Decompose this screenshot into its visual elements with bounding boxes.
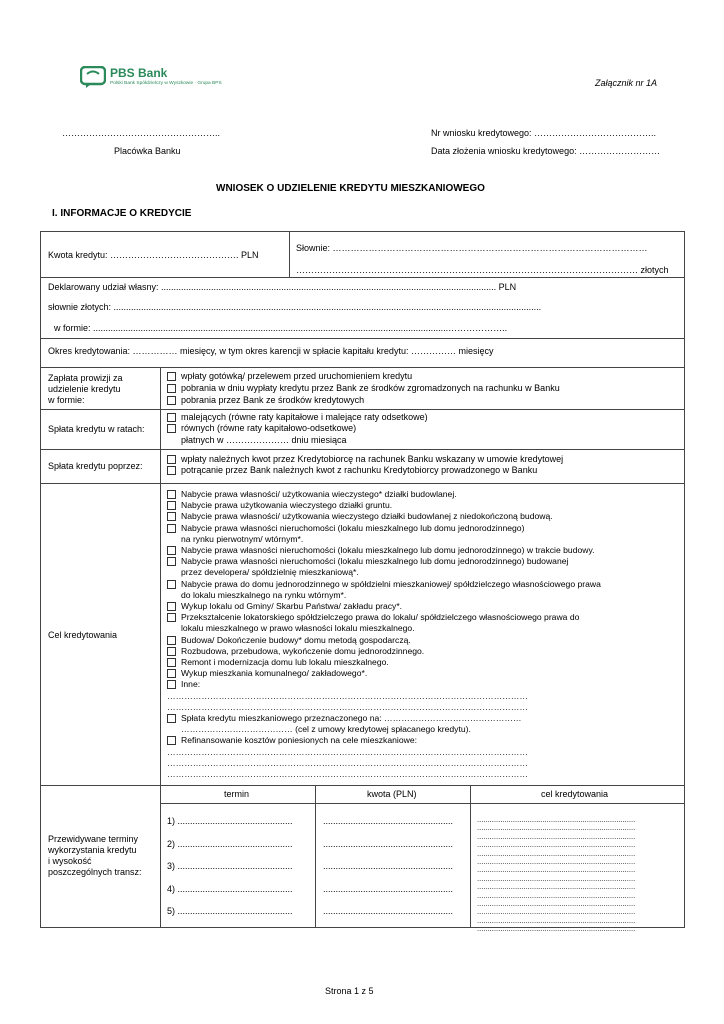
purpose-line[interactable]: ………………………………… (cel z umowy kredytowej spłacanego kredytu).: [181, 724, 471, 735]
purpose-line[interactable]: lokalu mieszkalnego w prawo własności lokalu mieszkalnego.: [181, 623, 415, 634]
tranche-purpose-field[interactable]: ...........................................................................: [477, 815, 636, 824]
purpose-option: Wykup lokalu od Gminy/ Skarbu Państwa/ zakładu pracy*.: [181, 601, 403, 611]
tranche-header-amount: kwota (PLN): [367, 789, 417, 799]
installments-decreasing: malejących (równe raty kapitałowe i malejące raty odsetkowe): [181, 412, 428, 422]
tranche-term-field[interactable]: 4) ..............................................: [167, 883, 293, 894]
commission-option-3-checkbox[interactable]: [167, 396, 176, 405]
installments-payable-day[interactable]: płatnych w ………………… dniu miesiąca: [181, 435, 347, 445]
purpose-checkbox[interactable]: [167, 736, 176, 745]
commission-option-3: pobrania przez Bank ze środków kredytowych: [181, 395, 365, 405]
tranche-term-field[interactable]: 5) ..............................................: [167, 906, 293, 916]
purpose-option: Nabycie prawa do domu jednorodzinnego w spółdzielni mieszkaniowej/ spółdzielczego własnościowego prawa: [181, 578, 601, 589]
tranche-term-field[interactable]: 1) ..............................................: [167, 816, 293, 826]
page-number: Strona 1 z 5: [325, 986, 374, 996]
commission-label-3: w formie:: [48, 395, 85, 405]
purpose-checkbox[interactable]: [167, 490, 176, 499]
tranche-purpose-field[interactable]: ...........................................................................: [477, 882, 636, 892]
purpose-option: Spłata kredytu mieszkaniowego przeznaczonego na: …………………………………………: [181, 713, 522, 723]
tranche-purpose-field[interactable]: ...........................................................................: [477, 915, 636, 925]
tranche-purpose-field[interactable]: ...........................................................................: [477, 840, 636, 850]
tranches-label-4: poszczególnych transz:: [48, 867, 142, 877]
tranches-label-1: Przewidywane terminy: [48, 834, 139, 844]
amount-words-line2[interactable]: …………………………………………………………………………………………………… złotych: [296, 265, 669, 275]
purpose-option: Nabycie prawa własności/ użytkowania wieczystego działki budowlanej z niedokończoną budową.: [181, 511, 553, 522]
tranche-term-field[interactable]: 3) ..............................................: [167, 861, 293, 871]
purpose-checkbox[interactable]: [167, 512, 176, 521]
purpose-line[interactable]: ………………………………………………………………………………………………………………: [167, 757, 528, 768]
branch-label: Placówka Banku: [114, 146, 181, 156]
purpose-line[interactable]: przez developera/ spółdzielnię mieszkaniową*.: [181, 567, 359, 578]
credit-period-field[interactable]: Okres kredytowania: …………… miesięcy, w tym okres karencji w spłacie kapitału kredytu: …………… miesięcy: [48, 346, 494, 356]
purpose-option: Nabycie prawa własności/ użytkowania wieczystego* działki budowlanej.: [181, 489, 457, 499]
repayment-option-2: potrącanie przez Bank należnych kwot z rachunku Kredytobiorcy prowadzonego w Banku: [181, 465, 538, 475]
tranche-purpose-field[interactable]: ...........................................................................: [477, 907, 636, 917]
document-title: WNIOSEK O UDZIELENIE KREDYTU MIESZKANIOWEGO: [216, 183, 485, 194]
tranches-label-3: i wysokość: [48, 856, 92, 866]
purpose-checkbox[interactable]: [167, 714, 176, 723]
purpose-option: Refinansowanie kosztów poniesionych na cele mieszkaniowe:: [181, 735, 417, 746]
logo-name: PBS Bank: [110, 66, 168, 80]
own-contribution-form[interactable]: w formie: ..............................................................................................................................................………………..: [54, 323, 508, 333]
installments-label: Spłata kredytu w ratach:: [48, 424, 145, 434]
logo-subtitle: Polski Bank Spółdzielczy w Wyszkowie · Grupa BPS: [110, 81, 222, 86]
tranche-amount-field[interactable]: ....................................................: [323, 838, 454, 849]
tranche-purpose-field[interactable]: ...........................................................................: [477, 890, 636, 900]
repayment-option-2-checkbox[interactable]: [167, 466, 176, 475]
installments-decreasing-checkbox[interactable]: [167, 413, 176, 422]
commission-option-2: pobrania w dniu wypłaty kredytu przez Bank ze środków zgromadzonych na rachunku w Banku: [181, 383, 560, 393]
application-date: Data złożenia wniosku kredytowego: ………………………: [431, 146, 661, 156]
purpose-checkbox[interactable]: [167, 580, 176, 589]
tranche-purpose-field[interactable]: ...........................................................................: [477, 823, 636, 833]
purpose-checkbox[interactable]: [167, 647, 176, 656]
purpose-option: Nabycie prawa własności nieruchomości (lokalu mieszkalnego lub domu jednorodzinnego) w trakcie budowy.: [181, 545, 595, 555]
tranche-header-term: termin: [224, 789, 250, 799]
tranches-label-2: wykorzystania kredytu: [48, 845, 137, 855]
purpose-checkbox[interactable]: [167, 557, 176, 566]
purpose-option: Nabycie prawa własności nieruchomości (lokalu mieszkalnego lub domu jednorodzinnego): [181, 522, 525, 533]
pbs-logo-icon: [80, 66, 106, 88]
tranche-purpose-field[interactable]: ...........................................................................: [477, 873, 636, 883]
amount-words-field[interactable]: Słownie: ……………………………………………………………………………………………: [296, 243, 648, 253]
purpose-line[interactable]: ………………………………………………………………………………………………………………: [167, 746, 528, 757]
purpose-label: Cel kredytowania: [48, 630, 118, 640]
purpose-option: Nabycie prawa własności nieruchomości (lokalu mieszkalnego lub domu jednorodzinnego) budowanej: [181, 556, 569, 567]
tranche-purpose-field[interactable]: ...........................................................................: [477, 924, 636, 934]
repayment-label: Spłata kredytu poprzez:: [48, 461, 143, 471]
purpose-line[interactable]: ………………………………………………………………………………………………………………: [167, 690, 528, 701]
commission-label-2: udzielenie kredytu: [48, 384, 121, 394]
repayment-option-1: wpłaty należnych kwot przez Kredytobiorcę na rachunek Banku wskazany w umowie kredytowej: [181, 454, 564, 464]
purpose-checkbox[interactable]: [167, 602, 176, 611]
commission-option-1: wpłaty gotówką/ przelewem przed uruchomieniem kredytu: [181, 371, 413, 381]
amount-field[interactable]: Kwota kredytu: ……………………………………. PLN: [48, 250, 259, 260]
installments-equal: równych (równe raty kapitałowo-odsetkowe): [181, 423, 357, 433]
own-contribution-words[interactable]: słownie złotych: ...........................................................................................................................................................................: [48, 302, 542, 312]
tranche-term-field[interactable]: 2) ..............................................: [167, 838, 293, 849]
tranche-amount-field[interactable]: ....................................................: [323, 906, 454, 916]
tranche-amount-field[interactable]: ....................................................: [323, 861, 454, 871]
purpose-option: Przekształcenie lokatorskiego spółdzielczego prawa do lokalu/ spółdzielczego własnościowego prawa do: [181, 612, 580, 623]
own-contribution-field[interactable]: Deklarowany udział własny: ...................................................................................................................................... PLN: [48, 282, 517, 292]
tranche-header-purpose: cel kredytowania: [541, 789, 609, 799]
tranche-purpose-field[interactable]: ...........................................................................: [477, 899, 636, 908]
purpose-checkbox[interactable]: [167, 680, 176, 689]
installments-equal-checkbox[interactable]: [167, 424, 176, 433]
purpose-checkbox[interactable]: [167, 524, 176, 533]
tranche-purpose-field[interactable]: ...........................................................................: [477, 848, 636, 858]
purpose-checkbox[interactable]: [167, 636, 176, 645]
tranche-purpose-field[interactable]: ...........................................................................: [477, 865, 636, 875]
purpose-option: Wykup mieszkania komunalnego/ zakładowego*.: [181, 668, 368, 679]
section-title: I. INFORMACJE O KREDYCIE: [52, 208, 192, 219]
purpose-line[interactable]: do lokalu mieszkalnego na rynku wtórnym*.: [181, 589, 347, 600]
purpose-option: Rozbudowa, przebudowa, wykończenie domu jednorodzinnego.: [181, 645, 425, 656]
repayment-option-1-checkbox[interactable]: [167, 455, 176, 464]
purpose-line[interactable]: ………………………………………………………………………………………………………………: [167, 769, 528, 779]
purpose-line[interactable]: na rynku pierwotnym/ wtórnym*.: [181, 533, 304, 544]
purpose-option: Remont i modernizacja domu lub lokalu mieszkalnego.: [181, 657, 389, 667]
purpose-checkbox[interactable]: [167, 546, 176, 555]
tranche-amount-field[interactable]: ....................................................: [323, 816, 454, 826]
purpose-checkbox[interactable]: [167, 658, 176, 667]
tranche-purpose-field[interactable]: ...........................................................................: [477, 831, 636, 841]
purpose-checkbox[interactable]: [167, 613, 176, 622]
purpose-line[interactable]: ………………………………………………………………………………………………………………: [167, 701, 528, 712]
branch-dots: ……………………………………………..: [62, 128, 221, 138]
purpose-checkbox[interactable]: [167, 501, 176, 510]
purpose-option: Inne:: [181, 679, 201, 690]
purpose-option: Budowa/ Dokończenie budowy* domu metodą gospodarczą.: [181, 634, 411, 645]
tranche-purpose-field[interactable]: ...........................................................................: [477, 857, 636, 866]
commission-option-2-checkbox[interactable]: [167, 384, 176, 393]
commission-option-1-checkbox[interactable]: [167, 372, 176, 381]
commission-label-1: Zapłata prowizji za: [48, 373, 123, 383]
tranche-amount-field[interactable]: ....................................................: [323, 883, 454, 894]
purpose-option: Nabycie prawa użytkowania wieczystego działki gruntu.: [181, 500, 393, 511]
application-number: Nr wniosku kredytowego: …………………………………..: [431, 128, 657, 138]
attachment-label: Załącznik nr 1A: [595, 78, 658, 88]
purpose-checkbox[interactable]: [167, 669, 176, 678]
